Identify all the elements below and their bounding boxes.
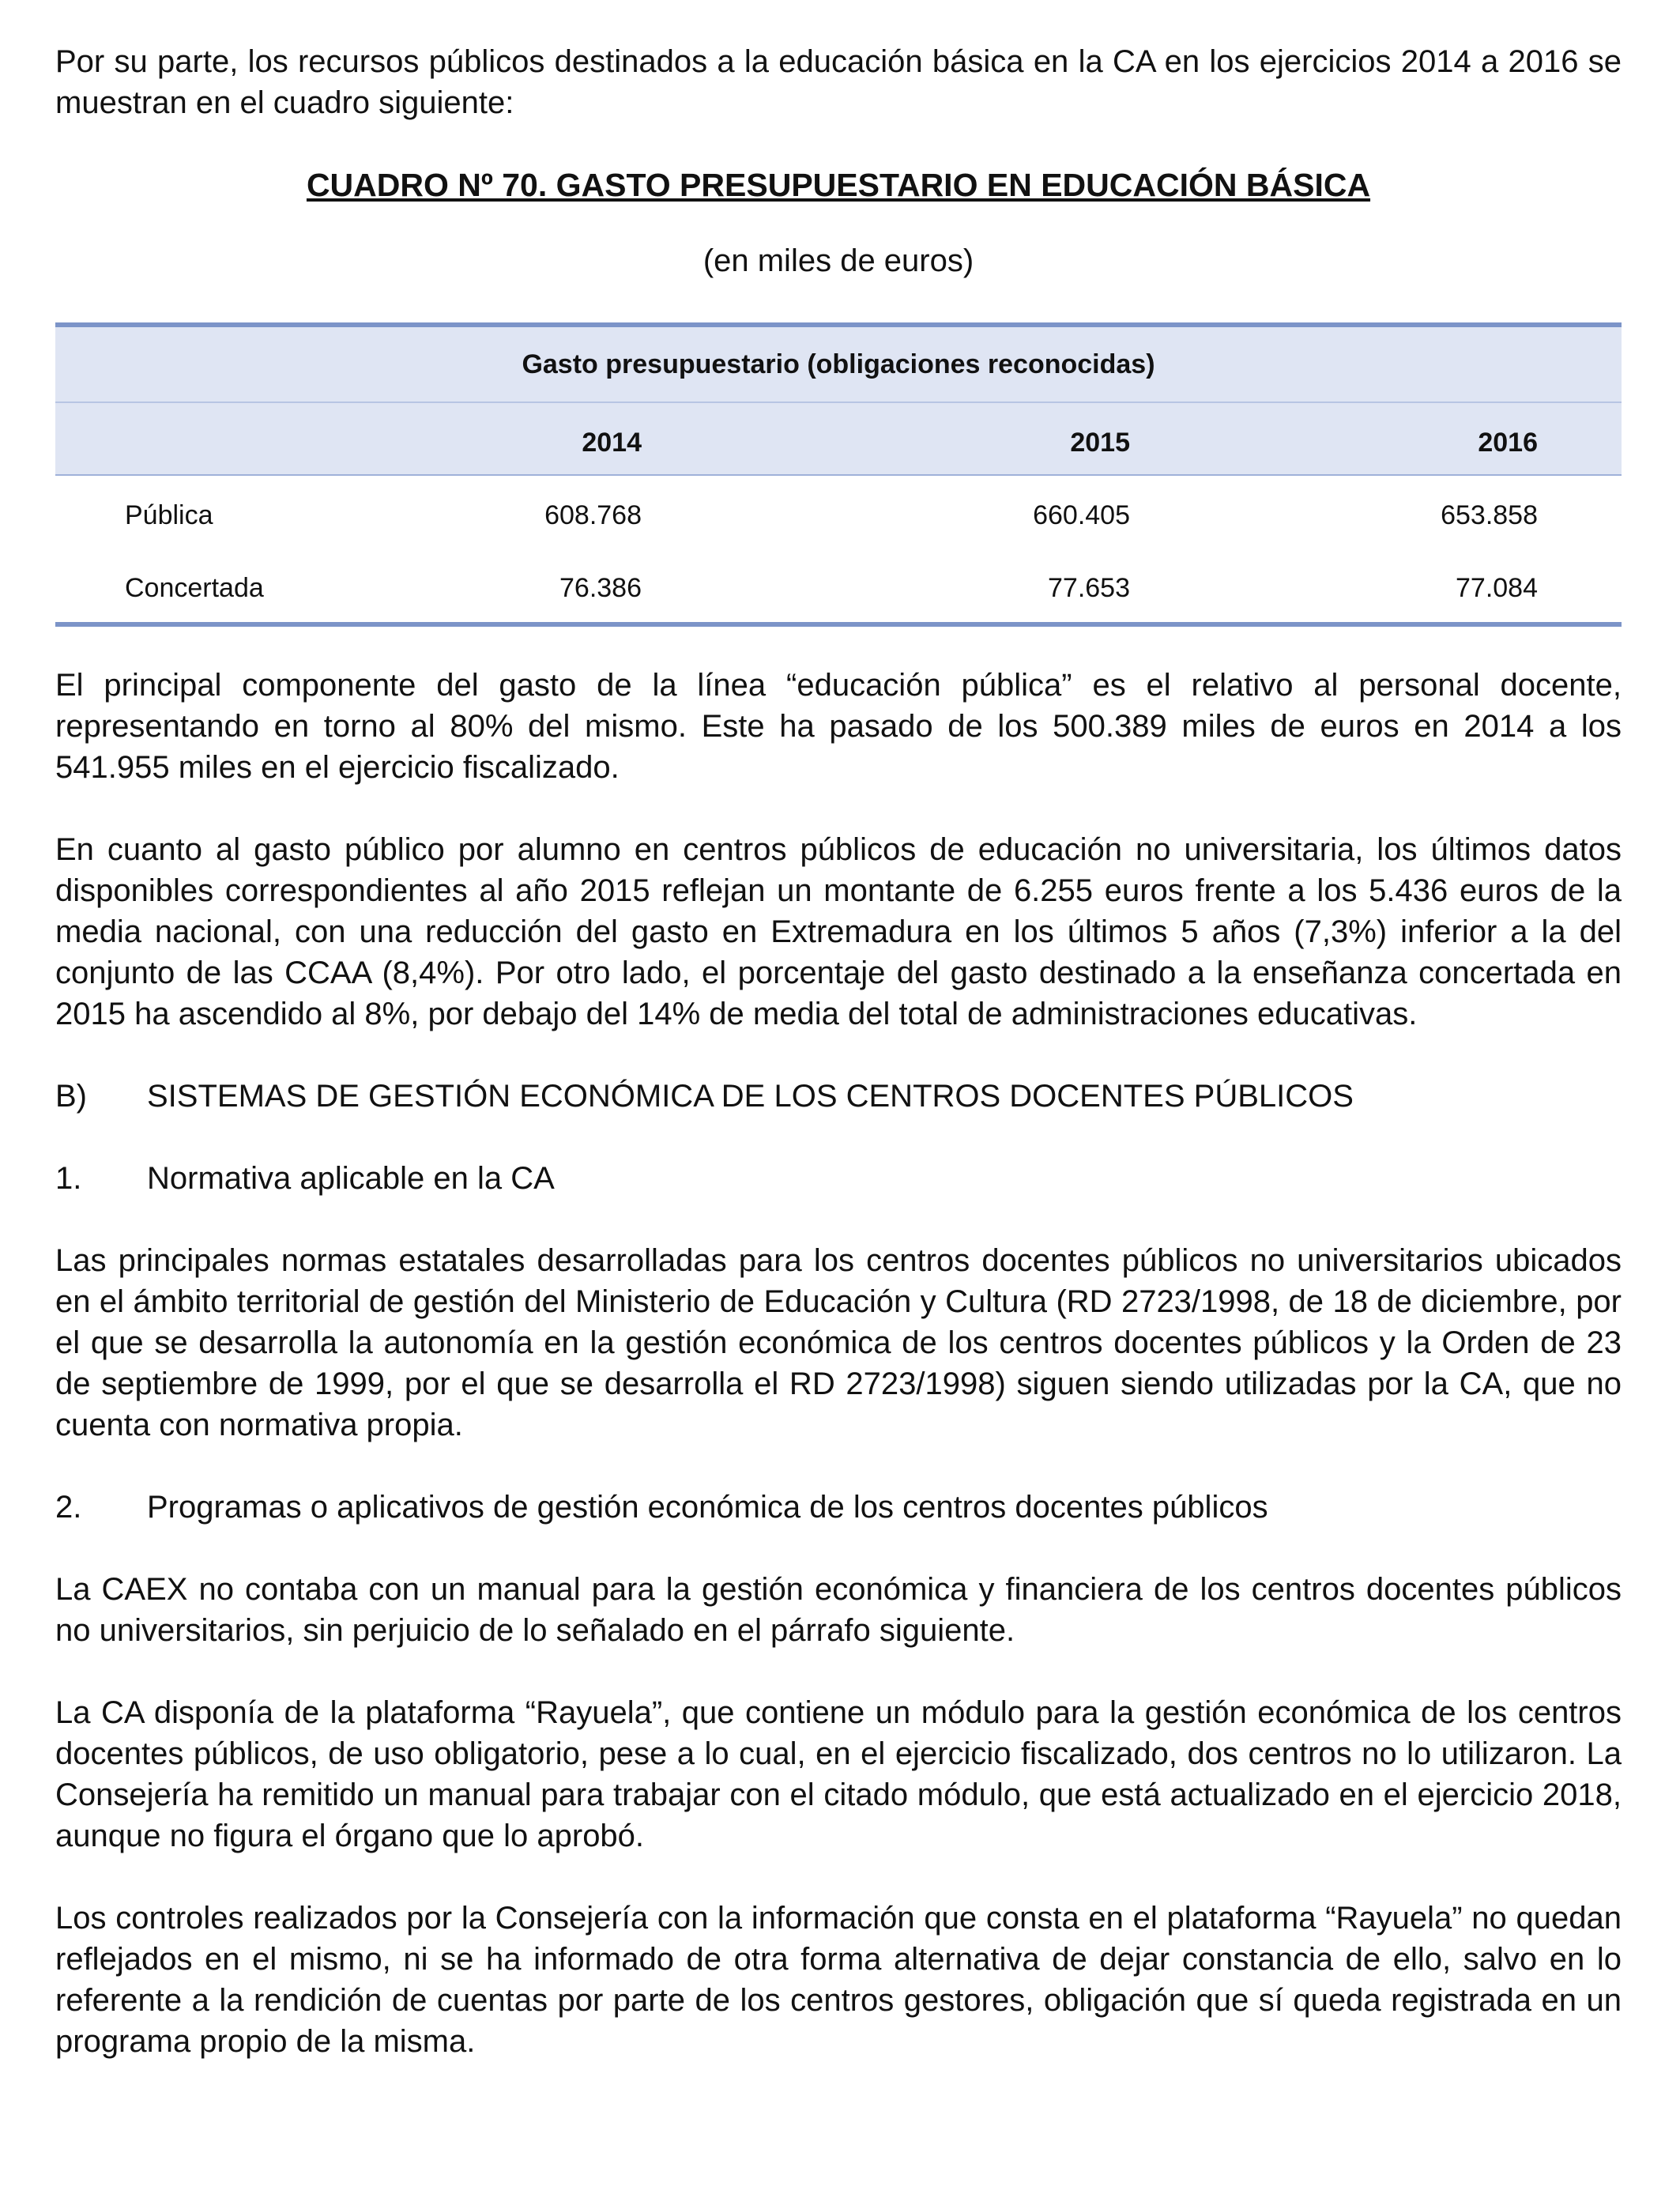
table-group-header: Gasto presupuestario (obligaciones reconocidas) — [55, 327, 1622, 403]
cell-value: 653.858 — [1441, 500, 1538, 530]
paragraph-caex-manual: La CAEX no contaba con un manual para la gestión económica y financiera de los centros docentes públicos no universitarios, sin perjuicio de lo señalado en el párrafo siguiente. — [55, 1572, 1622, 1648]
subsection-number: 1. — [55, 1161, 82, 1196]
cell-value: 77.653 — [1048, 573, 1130, 603]
document-page — [55, 41, 1622, 2062]
cell-value: 77.084 — [1456, 573, 1538, 603]
table-subtitle: (en miles de euros) — [703, 243, 974, 278]
table-bottom-rule — [55, 622, 1622, 627]
paragraph-controles: Los controles realizados por la Consejería con la información que consta en el plataforma “Rayuela” no quedan reflejados en el mismo, ni se ha informado de otra forma alternativa de dejar constancia de ello, salvo en lo referente a la rendición de cuentas por parte de los centros gestores, obligación que sí queda registrada en un programa propio de la misma. — [55, 1901, 1622, 2059]
cell-value: 660.405 — [1033, 500, 1130, 530]
paragraph-gasto-por-alumno: En cuanto al gasto público por alumno en centros públicos de educación no universitaria, los últimos datos disponibles correspondientes al año 2015 reflejan un montante de 6.255 euros frente a los 5.436 euros de la media nacional, con una reducción del gasto en Extremadura en los últimos 5 años (7,3%) inferior a la del conjunto de las CCAA (8,4%). Por otro lado, el porcentaje del gasto destinado a la enseñanza concertada en 2015 ha ascendido al 8%, por debajo del 14% de media del total de administraciones educativas. — [55, 832, 1622, 1031]
table-row — [55, 476, 1622, 548]
section-title: SISTEMAS DE GESTIÓN ECONÓMICA DE LOS CENTROS DOCENTES PÚBLICOS — [147, 1079, 1354, 1114]
paragraph-rayuela: La CA disponía de la plataforma “Rayuela”, que contiene un módulo para la gestión económica de los centros docentes públicos, de uso obligatorio, pese a lo cual, en el ejercicio fiscalizado, dos centros no lo utilizaron. La Consejería ha remitido un manual para trabajar con el citado módulo, que está actualizado en el ejercicio 2018, aunque no figura el órgano que lo aprobó. — [55, 1695, 1622, 1853]
subsection-heading-2 — [55, 1487, 1622, 1528]
cell-value: 76.386 — [559, 573, 642, 603]
table-row — [55, 548, 1622, 621]
table-year-header-row — [55, 403, 1622, 476]
paragraph-personal-docente: El principal componente del gasto de la línea “educación pública” es el relativo al personal docente, representando en torno al 80% del mismo. Este ha pasado de los 500.389 miles de euros en 2014 a los 541.955 miles en el ejercicio fiscalizado. — [55, 668, 1622, 785]
year-header-2016: 2016 — [1478, 428, 1538, 458]
section-heading-b — [55, 1076, 1622, 1117]
intro-paragraph: Por su parte, los recursos públicos destinados a la educación básica en la CA en los ejercicios 2014 a 2016 se muestran en el cuadro siguiente: — [55, 44, 1622, 120]
table-title: CUADRO Nº 70. GASTO PRESUPUESTARIO EN EDUCACIÓN BÁSICA — [306, 167, 1371, 203]
cell-value: 608.768 — [544, 500, 642, 530]
year-header-2014: 2014 — [582, 428, 642, 458]
year-header-2015: 2015 — [1070, 428, 1130, 458]
subsection-title: Normativa aplicable en la CA — [147, 1161, 555, 1196]
budget-table — [55, 322, 1622, 627]
row-label: Pública — [125, 500, 213, 530]
paragraph-normativa: Las principales normas estatales desarrolladas para los centros docentes públicos no universitarios ubicados en el ámbito territorial de gestión del Ministerio de Educación y Cultura (RD 2723/1998, de 18 de diciembre, por el que se desarrolla la autonomía en la gestión económica de los centros docentes públicos y la Orden de 23 de septiembre de 1999, por el que se desarrolla el RD 2723/1998) siguen siendo utilizadas por la CA, que no cuenta con normativa propia. — [55, 1243, 1622, 1442]
section-number: B) — [55, 1079, 87, 1114]
subsection-number: 2. — [55, 1490, 82, 1525]
subsection-title: Programas o aplicativos de gestión económica de los centros docentes públicos — [147, 1490, 1268, 1525]
subsection-heading-1 — [55, 1158, 1622, 1199]
row-label: Concertada — [125, 573, 264, 603]
